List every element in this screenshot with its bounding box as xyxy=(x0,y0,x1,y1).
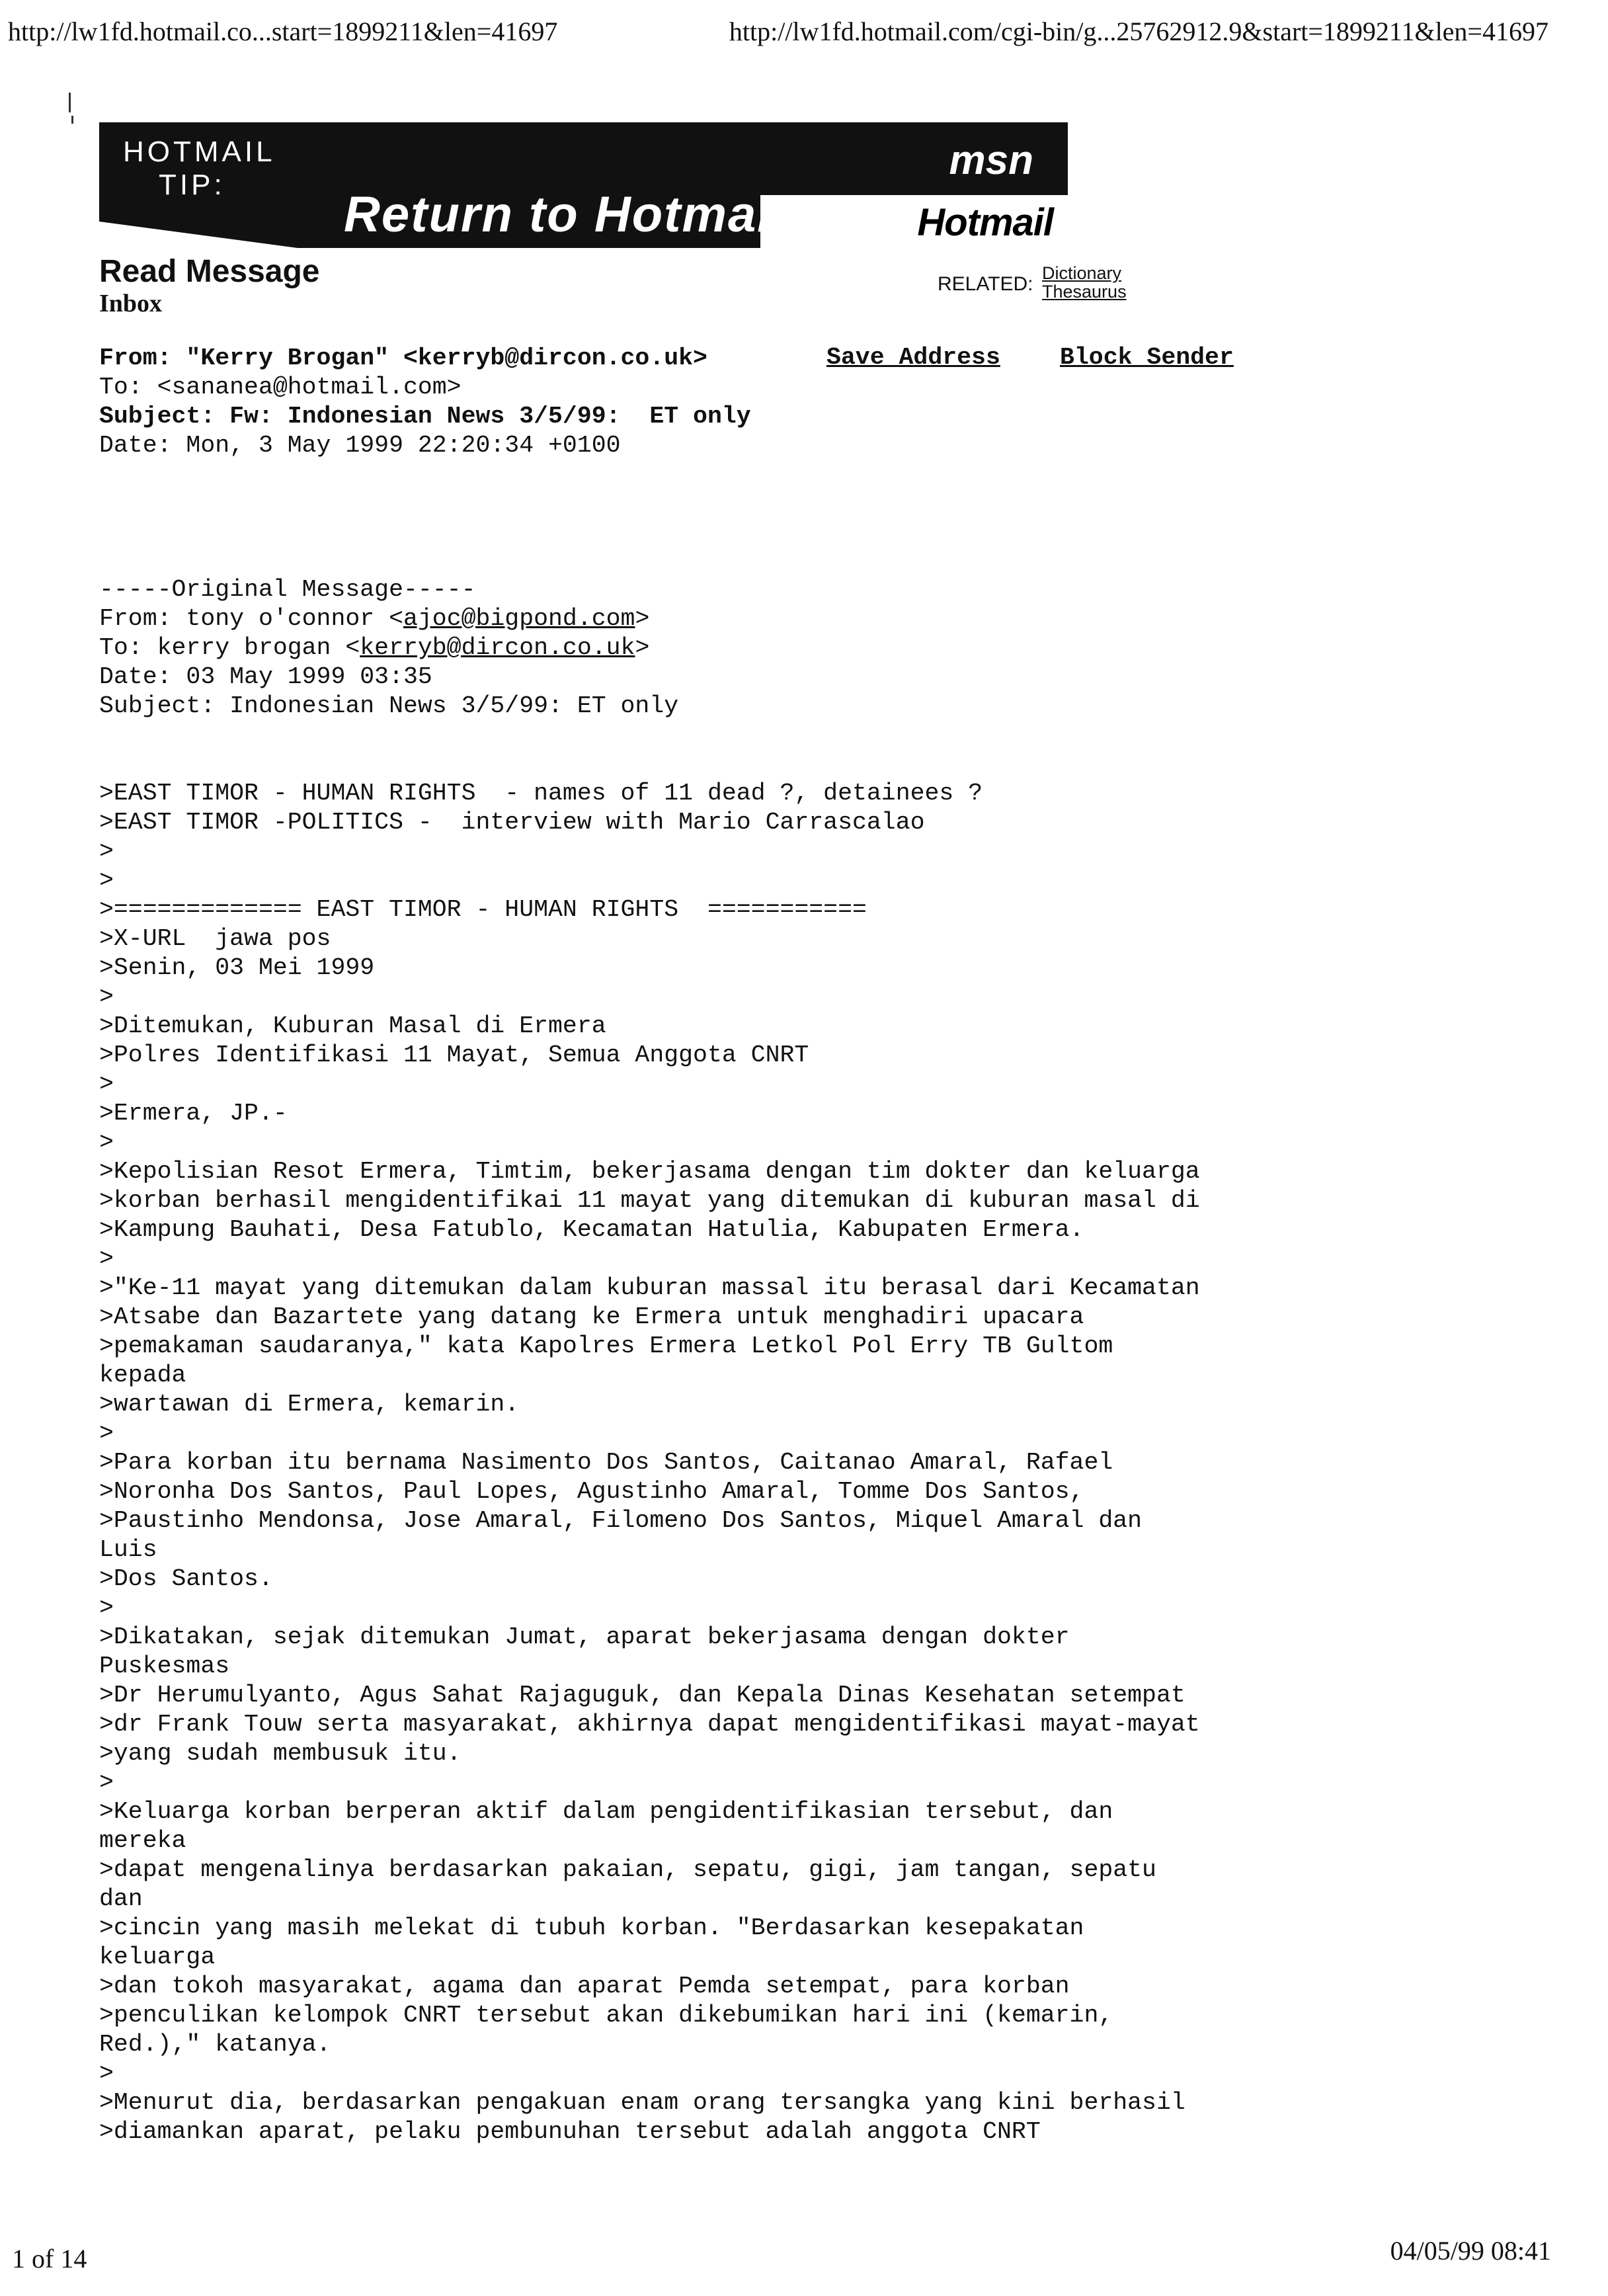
message-body-line: >EAST TIMOR -POLITICS - interview with Mario Carrascalao xyxy=(99,809,925,836)
block-sender-button[interactable]: Block Sender xyxy=(1060,344,1234,371)
hotmail-tip-label: HOTMAIL xyxy=(123,136,276,168)
message-body-line: >"Ke-11 mayat yang ditemukan dalam kuburan massal itu berasal dari Kecamatan xyxy=(99,1274,1200,1301)
message-body-line: mereka xyxy=(99,1827,186,1854)
message-body-line: > xyxy=(99,838,114,865)
message-from: From: "Kerry Brogan" <kerryb@dircon.co.uk> xyxy=(99,345,707,372)
message-to: To: <sananea@hotmail.com> xyxy=(99,374,462,401)
page-title: Read Message xyxy=(99,254,320,289)
message-body-line: >Senin, 03 Mei 1999 xyxy=(99,954,375,981)
return-to-hotmail-link[interactable]: Return to Hotmail xyxy=(344,186,788,243)
message-body-line: > xyxy=(99,1245,114,1272)
original-from-suffix: > xyxy=(635,605,650,632)
print-datetime: 04/05/99 08:41 xyxy=(1390,2236,1551,2266)
message-body-line: >Dr Herumulyanto, Agus Sahat Rajaguguk, dan Kepala Dinas Kesehatan setempat xyxy=(99,1682,1186,1709)
hotmail-tip-label-2: TIP: xyxy=(159,169,225,201)
message-body-line: >Ermera, JP.- xyxy=(99,1100,288,1127)
message-body-line: keluarga xyxy=(99,1944,216,1971)
print-header-url-short: http://lw1fd.hotmail.co...start=1899211&len=41697 xyxy=(8,17,558,46)
save-address-button[interactable]: Save Address xyxy=(826,344,1000,371)
message-date: Date: Mon, 3 May 1999 22:20:34 +0100 xyxy=(99,432,621,459)
message-body-line: > xyxy=(99,983,114,1010)
message-body-line: >Paustinho Mendonsa, Jose Amaral, Filomeno Dos Santos, Miquel Amaral dan xyxy=(99,1507,1143,1534)
message-body-line: >Ditemukan, Kuburan Masal di Ermera xyxy=(99,1012,606,1040)
message-body-line: Puskesmas xyxy=(99,1653,230,1680)
message-body-line: >wartawan di Ermera, kemarin. xyxy=(99,1391,520,1418)
scan-artifact xyxy=(71,116,73,124)
original-from-email-link[interactable]: ajoc@bigpond.com xyxy=(403,605,635,632)
print-page-number: 1 of 14 xyxy=(12,2244,87,2274)
message-body-line: Red.)," katanya. xyxy=(99,2031,331,2058)
message-body-line: >dr Frank Touw serta masyarakat, akhirnya dapat mengidentifikasi mayat-mayat xyxy=(99,1711,1200,1738)
message-body-line: >X-URL jawa pos xyxy=(99,925,331,952)
message-body-line: > xyxy=(99,1420,114,1447)
message-body-line: dan xyxy=(99,1885,143,1912)
folder-name: Inbox xyxy=(99,290,163,317)
original-message-separator: -----Original Message----- xyxy=(99,576,476,603)
message-body-line: >Atsabe dan Bazartete yang datang ke Ermera untuk menghadiri upacara xyxy=(99,1303,1084,1331)
message-body-line: >Menurut dia, berdasarkan pengakuan enam orang tersangka yang kini berhasil xyxy=(99,2089,1186,2116)
message-body-line: > xyxy=(99,1769,114,1796)
message-body-line: > xyxy=(99,867,114,894)
thesaurus-link[interactable]: Thesaurus xyxy=(1042,282,1127,302)
scan-artifact xyxy=(69,93,71,112)
message-body-line: >cincin yang masih melekat di tubuh korban. "Berdasarkan kesepakatan xyxy=(99,1914,1084,1942)
message-body-line: >yang sudah membusuk itu. xyxy=(99,1740,462,1767)
message-body-line: Luis xyxy=(99,1536,157,1563)
original-to-prefix: To: kerry brogan < xyxy=(99,634,360,661)
message-body-line: >Polres Identifikasi 11 Mayat, Semua Anggota CNRT xyxy=(99,1042,809,1069)
dictionary-link[interactable]: Dictionary xyxy=(1042,263,1122,283)
msn-logo: msn xyxy=(949,138,1033,183)
message-body-line: >pemakaman saudaranya," kata Kapolres Ermera Letkol Pol Erry TB Gultom xyxy=(99,1332,1113,1360)
message-body-line: >penculikan kelompok CNRT tersebut akan dikebumikan hari ini (kemarin, xyxy=(99,2002,1113,2029)
message-body-line: >korban berhasil mengidentifikai 11 mayat yang ditemukan di kuburan masal di xyxy=(99,1187,1200,1214)
message-body-line: >Kampung Bauhati, Desa Fatublo, Kecamatan Hatulia, Kabupaten Ermera. xyxy=(99,1216,1084,1243)
message-body-line: > xyxy=(99,1594,114,1621)
original-from-prefix: From: tony o'connor < xyxy=(99,605,403,632)
message-body-line: kepada xyxy=(99,1362,186,1389)
related-label: RELATED: xyxy=(938,273,1033,295)
message-body-line: >Dikatakan, sejak ditemukan Jumat, aparat bekerjasama dengan dokter xyxy=(99,1623,1070,1651)
message-body xyxy=(99,779,1200,2147)
original-to-suffix: > xyxy=(635,634,650,661)
message-body-line: >Kepolisian Resot Ermera, Timtim, bekerjasama dengan tim dokter dan keluarga xyxy=(99,1158,1200,1185)
print-header-url-full: http://lw1fd.hotmail.com/cgi-bin/g...25762912.9&start=1899211&len=41697 xyxy=(729,17,1548,46)
message-body-line: > xyxy=(99,1129,114,1156)
message-body-line: > xyxy=(99,2060,114,2087)
message-body-line: >diamankan aparat, pelaku pembunuhan tersebut adalah anggota CNRT xyxy=(99,2118,1041,2145)
message-body-line: >Dos Santos. xyxy=(99,1565,273,1592)
original-to xyxy=(99,634,649,663)
message-body-line: >dan tokoh masyarakat, agama dan aparat Pemda setempat, para korban xyxy=(99,1973,1070,2000)
message-body-line: >============= EAST TIMOR - HUMAN RIGHTS =========== xyxy=(99,896,867,923)
message-subject: Subject: Fw: Indonesian News 3/5/99: ET only xyxy=(99,403,751,430)
message-body-line: >EAST TIMOR - HUMAN RIGHTS - names of 11 dead ?, detainees ? xyxy=(99,780,983,807)
hotmail-logo: Hotmail xyxy=(917,201,1053,244)
original-subject: Subject: Indonesian News 3/5/99: ET only xyxy=(99,692,679,719)
message-body-line: >dapat mengenalinya berdasarkan pakaian, sepatu, gigi, jam tangan, sepatu xyxy=(99,1856,1156,1883)
original-date: Date: 03 May 1999 03:35 xyxy=(99,663,432,690)
message-body-line: >Keluarga korban berperan aktif dalam pengidentifikasian tersebut, dan xyxy=(99,1798,1113,1825)
original-from xyxy=(99,604,649,634)
message-body-line: >Para korban itu bernama Nasimento Dos Santos, Caitanao Amaral, Rafael xyxy=(99,1449,1113,1476)
message-body-line: >Noronha Dos Santos, Paul Lopes, Agustinho Amaral, Tomme Dos Santos, xyxy=(99,1478,1084,1505)
hotmail-banner xyxy=(99,122,1068,248)
original-to-email-link[interactable]: kerryb@dircon.co.uk xyxy=(360,634,635,661)
message-body-line: > xyxy=(99,1071,114,1098)
